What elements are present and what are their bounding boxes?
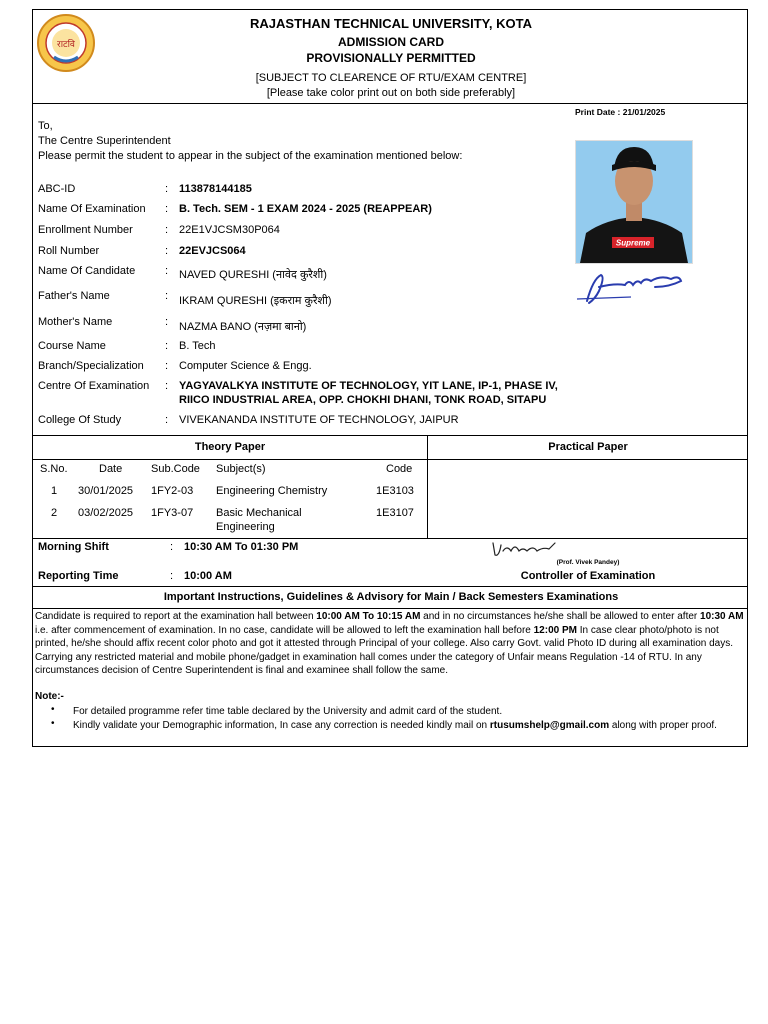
letter-addressee: The Centre Superintendent (38, 135, 171, 147)
shift-colon: : (170, 541, 174, 553)
table-top-border (33, 435, 747, 436)
detail-value-college: VIVEKANANDA INSTITUTE OF TECHNOLOGY, JAIPUR (179, 414, 459, 426)
column-header-date: Date (99, 463, 123, 475)
column-header-subcode: Sub.Code (151, 463, 200, 475)
instructions-part: i.e. after commencement of examination. In no case, candidate will be allowed to left the examination hall before (35, 624, 534, 636)
row-code: 1E3103 (376, 485, 414, 497)
detail-label-mother-name: Mother's Name (38, 316, 113, 328)
letter-request: Please permit the student to appear in the subject of the examination mentioned below: (38, 150, 463, 162)
detail-value-centre-line1: YAGYAVALKYA INSTITUTE OF TECHNOLOGY, YIT LANE, IP-1, PHASE IV, (179, 380, 558, 392)
row-subject: Engineering Chemistry (216, 485, 328, 497)
instructions-emphasis: 12:00 PM (533, 624, 577, 636)
detail-value-roll-number: 22EVJCS064 (179, 245, 246, 257)
detail-label-roll-number: Roll Number (38, 245, 100, 257)
reporting-colon: : (170, 570, 174, 582)
candidate-photo (575, 140, 693, 264)
detail-colon: : (165, 360, 169, 372)
detail-colon: : (165, 340, 169, 352)
candidate-signature-icon (571, 265, 689, 309)
print-date: Print Date : 21/01/2025 (575, 107, 666, 117)
practical-paper-heading: Practical Paper (548, 441, 628, 453)
detail-value-father-name: IKRAM QURESHI (इकराम कुरैशी) (179, 295, 332, 307)
shift-time: 10:30 AM To 01:30 PM (184, 541, 299, 553)
column-header-sno: S.No. (40, 463, 68, 475)
detail-value-mother-name: NAZMA BANO (नज़मा बानो) (179, 321, 307, 333)
note-heading: Note:- (35, 691, 64, 702)
permission-status: PROVISIONALLY PERMITTED (306, 51, 476, 65)
admission-card (32, 9, 748, 747)
detail-value-branch: Computer Science & Engg. (179, 360, 312, 372)
instructions-text (35, 610, 747, 678)
detail-colon: : (165, 380, 169, 392)
instructions-emphasis: 10:30 AM (700, 611, 744, 622)
candidate-portrait-icon (576, 141, 692, 263)
card-title: ADMISSION CARD (337, 35, 444, 49)
detail-colon: : (165, 183, 169, 195)
column-header-code: Code (386, 463, 413, 475)
signatory-name: (Prof. Vivek Pandey) (556, 559, 620, 566)
subject-clearance-note: [SUBJECT TO CLEARENCE OF RTU/EXAM CENTRE] (255, 72, 527, 84)
logo-text: राटवि (57, 40, 75, 50)
detail-label-centre: Centre Of Examination (38, 380, 150, 392)
row-subcode: 1FY3-07 (151, 507, 194, 519)
detail-label-candidate-name: Name Of Candidate (38, 265, 136, 277)
row-sno: 2 (51, 507, 58, 519)
shift-divider (33, 586, 747, 587)
detail-colon: : (165, 414, 169, 426)
table-header-divider (33, 459, 747, 460)
row-subcode: 1FY2-03 (151, 485, 194, 497)
instructions-part: Candidate is required to report at the examination hall between (35, 611, 317, 622)
shift-label: Morning Shift (38, 541, 109, 553)
detail-colon: : (165, 290, 169, 302)
detail-label-enrollment: Enrollment Number (38, 224, 133, 236)
bullet-icon: • (51, 704, 55, 715)
detail-colon: : (165, 265, 169, 277)
bullet-icon: • (51, 718, 55, 729)
detail-colon: : (165, 203, 169, 215)
controller-signature-icon (489, 537, 559, 561)
instructions-part: and in no circumstances he/she shall be allowed to enter after (420, 611, 701, 622)
column-header-subject: Subject(s) (216, 463, 266, 475)
row-date: 03/02/2025 (78, 507, 134, 519)
row-code: 1E3107 (376, 507, 414, 519)
shirt-logo-text: Supreme (615, 238, 651, 248)
detail-label-course: Course Name (38, 340, 106, 352)
detail-colon: : (165, 224, 169, 236)
row-sno: 1 (51, 485, 58, 497)
note-text: along with proper proof. (609, 720, 717, 731)
instructions-part: In case clear photo/photo is not printed, he/she should affix recent color photo and got it attested through Principal of your college. Also carry Govt. valid Photo ID during all examination days. Carrying any restricted material and mobile phone/gadget in examination hall comes under the category of Unfair means Regulation -14 of RTU. In any circumstances decision of Centre Superintendent is final and examinee shall follow the same. (35, 624, 733, 676)
instructions-emphasis: 10:00 AM To 10:15 AM (316, 611, 421, 622)
detail-colon: : (165, 316, 169, 328)
signatory-title: Controller of Examination (520, 570, 656, 582)
detail-label-college: College Of Study (38, 414, 122, 426)
print-instruction-note: [Please take color print out on both side preferably] (266, 87, 516, 99)
note-item: For detailed programme refer time table declared by the University and admit card of the student. (73, 706, 503, 717)
letter-salutation: To, (38, 120, 53, 132)
detail-value-candidate-name: NAVED QURESHI (नावेद कुरैशी) (179, 269, 327, 281)
university-name: RAJASTHAN TECHNICAL UNIVERSITY, KOTA (250, 16, 532, 31)
theory-paper-heading: Theory Paper (194, 441, 266, 453)
detail-colon: : (165, 245, 169, 257)
note-text: Kindly validate your Demographic information, In case any correction is needed kindly mail on (73, 720, 490, 731)
row-date: 30/01/2025 (78, 485, 134, 497)
reporting-time-label: Reporting Time (38, 570, 119, 582)
detail-value-centre-line2: RIICO INDUSTRIAL AREA, OPP. CHOKHI DHANI, TONK ROAD, SITAPU (179, 394, 547, 406)
note-item (73, 719, 743, 732)
table-bottom-border (33, 538, 747, 539)
detail-label-abc-id: ABC-ID (38, 183, 76, 195)
support-email: rtusumshelp@gmail.com (489, 720, 610, 731)
detail-label-examination: Name Of Examination (38, 203, 146, 215)
detail-label-father-name: Father's Name (38, 290, 110, 302)
detail-value-examination: B. Tech. SEM - 1 EXAM 2024 - 2025 (REAPPEAR) (179, 203, 432, 215)
instructions-title: Important Instructions, Guidelines & Advisory for Main / Back Semesters Examinations (163, 591, 619, 603)
instructions-divider (33, 608, 747, 609)
detail-value-abc-id: 113878144185 (179, 183, 252, 195)
header-divider (33, 103, 747, 104)
reporting-time: 10:00 AM (184, 570, 232, 582)
detail-value-enrollment: 22E1VJCSM30P064 (179, 224, 280, 236)
row-subject: Basic Mechanical (216, 507, 302, 519)
row-subject-continued: Engineering (216, 521, 275, 533)
detail-value-course: B. Tech (179, 340, 216, 352)
detail-label-branch: Branch/Specialization (38, 360, 144, 372)
